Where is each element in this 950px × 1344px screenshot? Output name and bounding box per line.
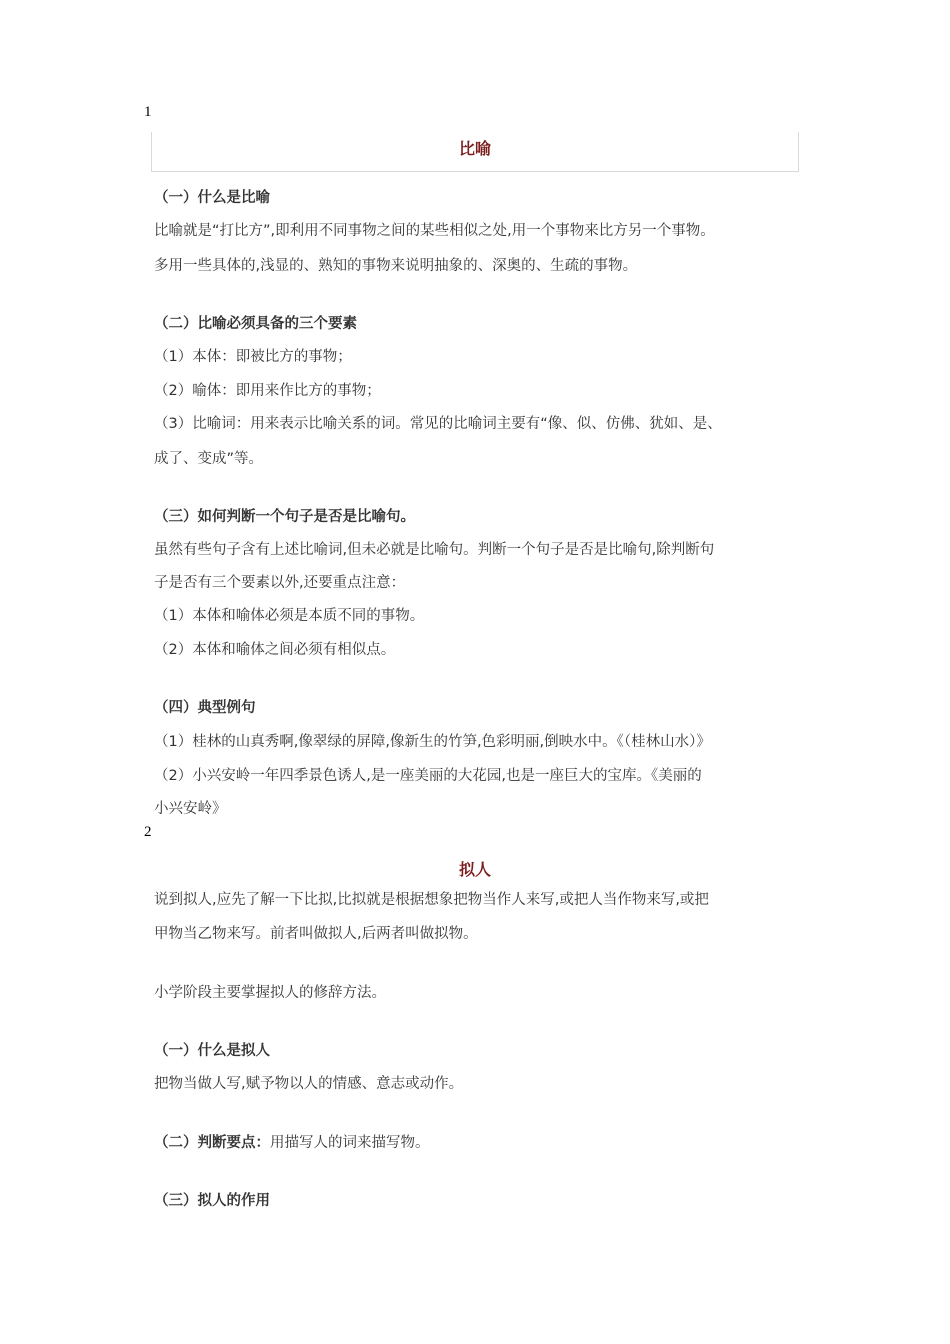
paragraph-line: 子是否有三个要素以外,还要重点注意： [154, 575, 406, 591]
list-item: （2）本体和喻体之间必须有相似点。 [154, 642, 396, 658]
judgment-point-text: 用描写人的词来描写物。 [270, 1135, 430, 1151]
paragraph-line: 小学阶段主要掌握拟人的修辞方法。 [154, 985, 386, 1001]
page-number-2: 2 [144, 824, 152, 840]
heading-personification-effect: （三）拟人的作用 [154, 1193, 270, 1209]
paragraph-line: 甲物当乙物来写。前者叫做拟人,后两者叫做拟物。 [154, 926, 478, 942]
heading-judgment-points: （二）判断要点： [154, 1135, 270, 1151]
list-item: （3）比喻词：用来表示比喻关系的词。常见的比喻词主要有“像、似、仿佛、犹如、是、 [154, 416, 722, 432]
page-number-1: 1 [144, 104, 152, 120]
heading-what-is-personification: （一）什么是拟人 [154, 1043, 270, 1059]
list-item: （1）本体：即被比方的事物； [154, 349, 352, 365]
heading-how-to-judge: （三）如何判断一个句子是否是比喻句。 [154, 509, 415, 525]
paragraph-line: 比喻就是“打比方”,即利用不同事物之间的某些相似之处,用一个事物来比方另一个事物。 [154, 223, 715, 239]
paragraph-line: 多用一些具体的,浅显的、熟知的事物来说明抽象的、深奥的、生疏的事物。 [154, 258, 638, 274]
list-item-continuation: 成了、变成”等。 [154, 451, 264, 467]
heading-typical-examples: （四）典型例句 [154, 700, 256, 716]
judgment-point-line [154, 1133, 430, 1153]
paragraph-line: 把物当做人写,赋予物以人的情感、意志或动作。 [154, 1076, 464, 1092]
paragraph-line: 说到拟人,应先了解一下比拟,比拟就是根据想象把物当作人来写,或把人当作物来写,或把 [154, 892, 709, 908]
paragraph-line: 虽然有些句子含有上述比喻词,但未必就是比喻句。判断一个句子是否是比喻句,除判断句 [154, 542, 715, 558]
list-item: （1）本体和喻体必须是本质不同的事物。 [154, 608, 425, 624]
heading-three-elements: （二）比喻必须具备的三个要素 [154, 316, 357, 332]
list-item: （2）喻体：即用来作比方的事物； [154, 383, 381, 399]
section-title-metaphor: 比喻 [151, 132, 799, 172]
list-item: （1）桂林的山真秀啊,像翠绿的屏障,像新生的竹笋,色彩明丽,倒映水中。《（桂林山水）》 [154, 734, 711, 750]
heading-what-is-metaphor: （一）什么是比喻 [154, 190, 270, 206]
section-title-personification: 拟人 [458, 860, 491, 879]
list-item-continuation: 小兴安岭》 [154, 801, 227, 817]
list-item: （2）小兴安岭一年四季景色诱人,是一座美丽的大花园,也是一座巨大的宝库。《美丽的 [154, 768, 702, 784]
